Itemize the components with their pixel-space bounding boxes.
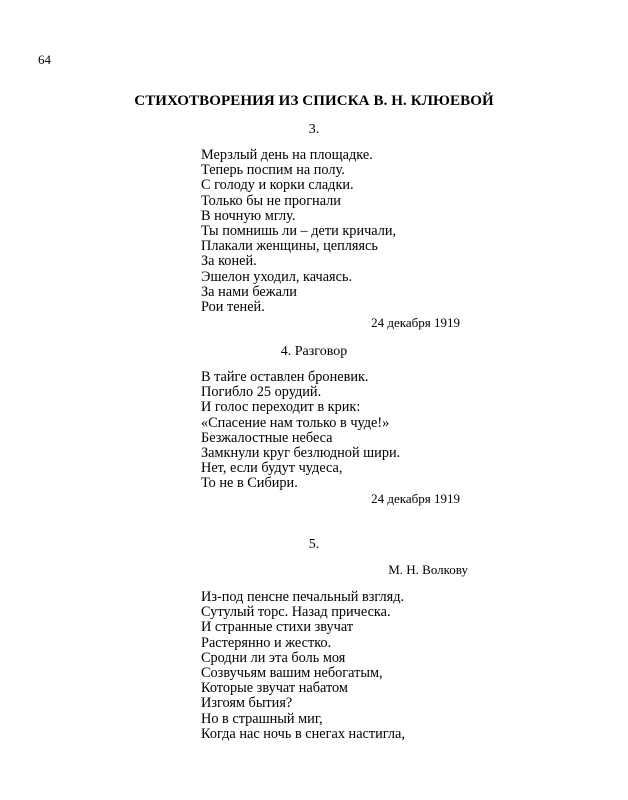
poem-heading: 3. [308,122,320,137]
poem-line: В тайге оставлен броневик. [201,369,369,385]
poem-heading: 5. [308,537,320,552]
poem-line: Замкнули круг безлюдной шири. [201,445,401,462]
poem-line: Теперь поспим на полу. [201,162,345,179]
poem-line: За нами бежали [201,283,297,300]
poem-line: Когда нас ночь в снегах настигла, [201,725,405,742]
poem-line: За коней. [201,253,257,270]
poem-line: Рои теней. [201,299,265,316]
poem-line: То не в Сибири. [201,475,298,492]
poem-line: С голоду и корки сладки. [201,177,354,194]
poem-line: Ты помнишь ли – дети кричали, [201,223,397,240]
poem-line: Сродни ли эта боль моя [201,649,346,666]
section-title: СТИХОТВОРЕНИЯ ИЗ СПИСКА В. Н. КЛЮЕВОЙ [134,93,494,109]
poem-line: Только бы не прогнали [201,192,341,209]
poem-line: Растерянно и жестко. [201,634,332,651]
poem-line: Погибло 25 орудий. [201,384,322,401]
poem-line: «Спасение нам только в чуде!» [201,414,390,431]
poem-stanza [201,148,396,315]
poem-line: Из-под пенсне печальный взгляд. [201,589,405,605]
poem-line: Плакали женщины, цепляясь [201,238,378,255]
poem-line: И голос переходит в крик: [201,399,361,416]
poem-line: Эшелон уходил, качаясь. [201,268,353,285]
poem-stanza [201,590,405,742]
page-number: 64 [38,52,51,67]
poem-heading: 4. Разговор [280,344,348,359]
poem-date: 24 декабря 1919 [371,491,460,506]
poem-stanza [201,370,400,492]
poem-line: Созвучьям вашим небогатым, [201,665,383,682]
poem-line: Изгоям бытия? [201,695,293,712]
poem-dedication: М. Н. Волкову [388,562,468,577]
poem-line: Но в страшный миг, [201,710,323,727]
poem-line: Нет, если будут чудеса, [201,460,343,477]
poem-date: 24 декабря 1919 [371,315,460,330]
poem-line: Мерзлый день на площадке. [201,147,373,163]
poem-line: Сутулый торс. Назад прическа. [201,604,391,621]
poem-line: Безжалостные небеса [201,429,333,446]
poem-line: И странные стихи звучат [201,619,354,636]
poem-line: В ночную мглу. [201,207,296,224]
poem-line: Которые звучат набатом [201,680,348,697]
